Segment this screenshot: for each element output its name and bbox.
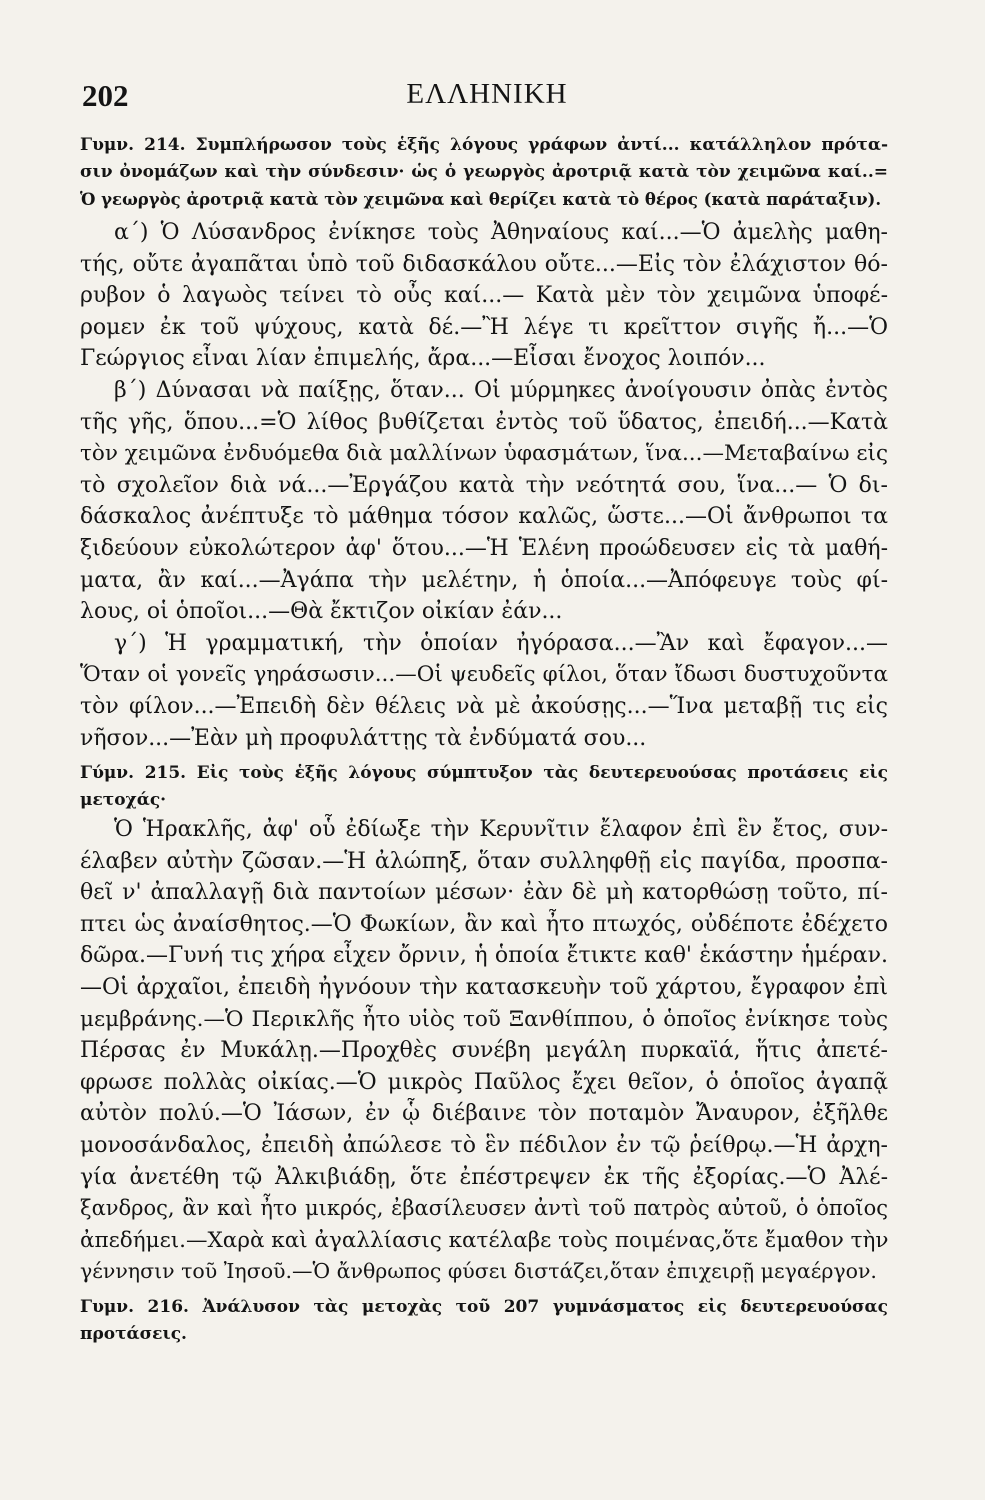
text-line: πτει ὡς ἀναίσθητος.—Ὁ Φωκίων, ἂν καὶ ἦτο πτωχός, οὐδέποτε ἐδέχετο: [80, 911, 888, 937]
text-line: μονοσάνδαλος, ἐπειδὴ ἀπώλεσε τὸ ἓν πέδιλον ἐν τῷ ῥείθρῳ.—Ἡ ἀρχη-: [80, 1133, 888, 1159]
text-line: γ´) Ἡ γραμματική, τὴν ὁποίαν ἠγόρασα...—Ἂν καὶ ἔφαγον...—: [114, 630, 888, 656]
exercise-215-line: μετοχάς·: [80, 790, 167, 811]
exercise-214-line: Γυμν. 214. Συμπλήρωσον τοὺς ἑξῆς λόγους γράφων ἀντί... κατάλληλον πρότα-: [80, 135, 888, 155]
exercise-216-line: προτάσεις.: [80, 1324, 187, 1344]
page-header: [82, 78, 892, 124]
text-line: φρωσε πολλὰς οἰκίας.—Ὁ μικρὸς Παῦλος ἔχει θεῖον, ὁ ὁποῖος ἀγαπᾷ: [80, 1069, 888, 1095]
text-line: τής, οὔτε ἀγαπᾶται ὑπὸ τοῦ διδασκάλου οὔτε...—Εἰς τὸν ἐλάχιστον θό-: [80, 251, 888, 277]
text-line: μεμβράνης.—Ὁ Περικλῆς ἦτο υἱὸς τοῦ Ξανθίππου, ὁ ὁποῖος ἐνίκησε τοὺς: [80, 1006, 888, 1032]
text-line: γέννησιν τοῦ Ἰησοῦ.—Ὁ ἄνθρωπος φύσει διστάζει,ὅταν ἐπιχειρῇ μεγαέργον.: [80, 1259, 877, 1284]
text-line: τῆς γῆς, ὅπου...=Ὁ λίθος βυθίζεται ἐντὸς τοῦ ὕδατος, ἐπειδή...—Κατὰ: [80, 409, 888, 435]
text-line: δάσκαλος ἀνέπτυξε τὸ μάθημα τόσον καλῶς, ὥστε...—Οἱ ἄνθρωποι τα: [80, 504, 888, 530]
text-line: ρυβον ὁ λαγωὸς τείνει τὸ οὖς καί...— Κατὰ μὲν τὸν χειμῶνα ὑποφέ-: [80, 283, 888, 309]
text-line: ματα, ἂν καί...—Ἀγάπα τὴν μελέτην, ἡ ὁποία...—Ἀπόφευγε τοὺς φί-: [80, 567, 888, 593]
text-line: λους, οἱ ὁποῖοι...—Θὰ ἔκτιζον οἰκίαν ἐάν...: [80, 599, 563, 625]
exercise-215-line: Γύμν. 215. Εἰς τοὺς ἑξῆς λόγους σύμπτυξον τὰς δευτερευούσας προτάσεις εἰς: [80, 763, 888, 784]
text-line: α´) Ὁ Λύσανδρος ἐνίκησε τοὺς Ἀθηναίους καί...—Ὁ ἀμελὴς μαθη-: [114, 220, 888, 245]
text-line: ξιδεύουν εὐκολώτερον ἀφ' ὅτου...—Ἡ Ἑλένη προώδευσεν εἰς τὰ μαθή-: [80, 535, 888, 561]
text-line: τὸ σχολεῖον διὰ νά...—Ἐργάζου κατὰ τὴν νεότητά σου, ἵνα...— Ὁ δι-: [80, 472, 888, 498]
exercise-216-line: Γυμν. 216. Ἀνάλυσον τὰς μετοχὰς τοῦ 207 γυμνάσματος εἰς δευτερευούσας: [80, 1297, 888, 1317]
text-line: Πέρσας ἐν Μυκάλῃ.—Προχθὲς συνέβη μεγάλη πυρκαϊά, ἥτις ἀπετέ-: [80, 1038, 888, 1064]
body-text: [80, 132, 888, 1348]
text-line: —Οἱ ἀρχαῖοι, ἐπειδὴ ἠγνόουν τὴν κατασκευὴν τοῦ χάρτου, ἔγραφον ἐπὶ: [80, 975, 888, 1001]
text-line: ἀπεδήμει.—Χαρὰ καὶ ἀγαλλίασις κατέλαβε τοὺς ποιμένας,ὅτε ἔμαθον τὴν: [80, 1227, 888, 1253]
page-number: 202: [82, 78, 129, 113]
text-line: αὐτὸν πολύ.—Ὁ Ἰάσων, ἐν ᾧ διέβαινε τὸν ποταμὸν Ἄναυρον, ἐξῆλθε: [80, 1101, 888, 1127]
text-line: τὸν χειμῶνα ἐνδυόμεθα διὰ μαλλίνων ὑφασμάτων, ἵνα...—Μεταβαίνω εἰς: [80, 441, 888, 467]
text-line: ξανδρος, ἂν καὶ ἦτο μικρός, ἐβασίλευσεν ἀντὶ τοῦ πατρὸς αὐτοῦ, ὁ ὁποῖος: [80, 1196, 888, 1221]
exercise-214-line: σιν ὀνομάζων καὶ τὴν σύνδεσιν· ὡς ὁ γεωργὸς ἀροτριᾷ κατὰ τὸν χειμῶνα καί..=: [80, 162, 888, 182]
text-line: τὸν φίλον...—Ἐπειδὴ δὲν θέλεις νὰ μὲ ἀκούσῃς...—Ἵνα μεταβῇ τις εἰς: [80, 693, 888, 719]
text-line: Ὅταν οἱ γονεῖς γηράσωσιν...—Οἱ ψευδεῖς φίλοι, ὅταν ἴδωσι δυστυχοῦντα: [80, 662, 888, 688]
text-line: νῆσον...—Ἐὰν μὴ προφυλάττῃς τὰ ἐνδύματά σου...: [80, 725, 647, 751]
text-line: δῶρα.—Γυνή τις χήρα εἶχεν ὄρνιν, ἡ ὁποία ἔτικτε καθ' ἑκάστην ἡμέραν.: [80, 943, 888, 969]
exercise-214-line: Ὁ γεωργὸς ἀροτριᾷ κατὰ τὸν χειμῶνα καὶ θερίζει κατὰ τὸ θέρος (κατὰ παράταξιν).: [80, 190, 882, 209]
text-line: θεῖ ν' ἀπαλλαγῇ διὰ παντοίων μέσων· ἐὰν δὲ μὴ κατορθώσῃ τοῦτο, πί-: [80, 880, 888, 906]
running-title: ΕΛΛΗΝΙΚΗ: [406, 78, 568, 110]
text-line: Γεώργιος εἶναι λίαν ἐπιμελής, ἄρα...—Εἶσαι ἔνοχος λοιπόν...: [80, 346, 766, 372]
text-line: έλαβεν αὐτὴν ζῶσαν.—Ἡ ἀλώπηξ, ὅταν συλληφθῇ εἰς παγίδα, προσπα-: [80, 848, 888, 874]
text-line: β´) Δύνασαι νὰ παίξῃς, ὅταν... Οἱ μύρμηκες ἀνοίγουσιν ὀπὰς ἐντὸς: [114, 377, 888, 403]
text-line: ρομεν ἐκ τοῦ ψύχους, κατὰ δέ.—Ἢ λέγε τι κρεῖττον σιγῆς ἤ...—Ὁ: [80, 314, 888, 340]
text-line: γία ἀνετέθη τῷ Ἀλκιβιάδῃ, ὅτε ἐπέστρεψεν ἐκ τῆς ἐξορίας.—Ὁ Ἀλέ-: [80, 1164, 888, 1190]
text-line: Ὁ Ἡρακλῆς, ἀφ' οὗ ἐδίωξε τὴν Κερυνῖτιν ἔλαφον ἐπὶ ἓν ἔτος, συν-: [114, 817, 888, 843]
